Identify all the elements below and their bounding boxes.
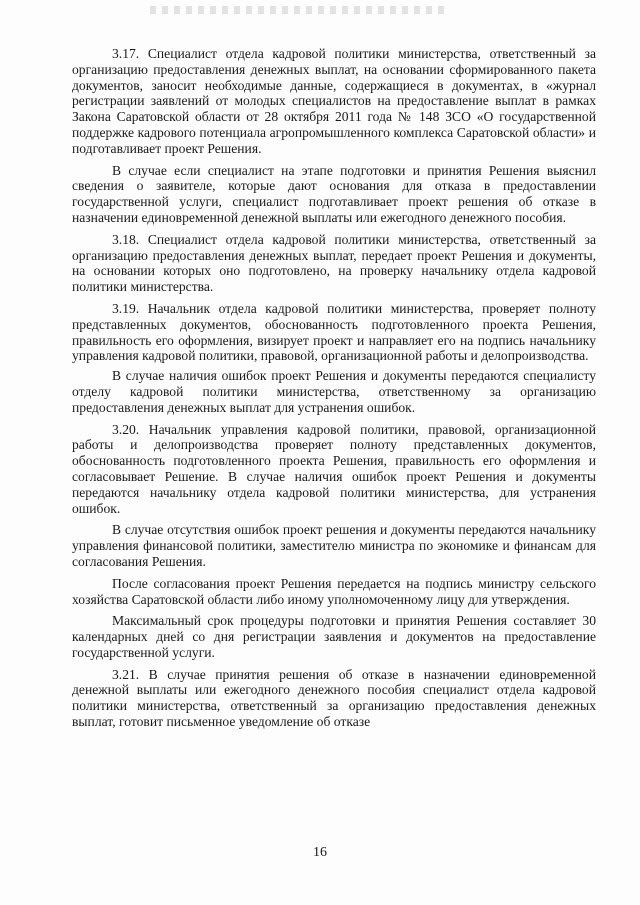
document-body — [72, 46, 596, 736]
paragraph-3-20: 3.20. Начальник управления кадровой политики, правовой, организационной работы и делопроизводства проверяет полноту представленных документов, обоснованность подготовленного проекта Решения, правильность его оформления и согласовывает Решение. В случае наличия ошибок проект Решения и документы передаются начальнику отдела кадровой политики министерства, для устранения ошибок. — [72, 421, 596, 516]
paragraph-after-approval: После согласования проект Решения передается на подпись министру сельского хозяйства Саратовской области либо иному уполномоченному лицу для утверждения. — [72, 575, 596, 607]
paragraph-3-19: 3.19. Начальник отдела кадровой политики министерства, проверяет полноту представленных документов, обоснованность подготовленного проекта Решения, правильность его оформления, визирует проект и направляет его на подпись начальнику управления кадровой политики, правовой, организационной работы и делопроизводства. — [72, 300, 596, 364]
paragraph-3-18: 3.18. Специалист отдела кадровой политики министерства, ответственный за организацию предоставления денежных выплат, передает проект Решения и документы, на основании которых оно подготовлено, на проверку начальнику отдела кадровой политики министерства. — [72, 231, 596, 295]
paragraph-3-17: 3.17. Специалист отдела кадровой политики министерства, ответственный за организацию предоставления денежных выплат, на основании сформированного пакета документов, заносит необходимые данные, содержащиеся в документах, в «журнал регистрации заявлений от молодых специалистов на предоставление выплат в рамках Закона Саратовской области от 28 октября 2011 года № 148 ЗСО «О государственной поддержке кадрового потенциала агропромышленного комплекса Саратовской области» и подготавливает проект Решения. — [72, 46, 596, 156]
scan-header-artifact — [150, 6, 450, 14]
paragraph-3-21: 3.21. В случае принятия решения об отказе в назначении единовременной денежной выплаты или ежегодного денежного пособия специалист отдела кадровой политики министерства, ответственный за организацию предоставления денежных выплат, готовит письменное уведомление об отказе — [72, 666, 596, 730]
page-number: 16 — [313, 845, 327, 860]
paragraph-max-term: Максимальный срок процедуры подготовки и принятия Решения составляет 30 календарных дней со дня регистрации заявления и документов на предоставление государственной услуги. — [72, 613, 596, 660]
paragraph-no-errors-case: В случае отсутствия ошибок проект решения и документы передаются начальнику управления финансовой политики, заместителю министра по экономике и финансам для согласования Решения. — [72, 522, 596, 569]
paragraph-errors-case: В случае наличия ошибок проект Решения и документы передаются специалисту отделу кадровой политики министерства, ответственному за организацию предоставления денежных выплат для устранения ошибок. — [72, 368, 596, 415]
paragraph-refusal-case: В случае если специалист на этапе подготовки и принятия Решения выяснил сведения о заявителе, которые дают основания для отказа в предоставлении государственной услуги, специалист подготавливает проект решения об отказе в назначении единовременной денежной выплаты или ежегодного денежного пособия. — [72, 162, 596, 225]
